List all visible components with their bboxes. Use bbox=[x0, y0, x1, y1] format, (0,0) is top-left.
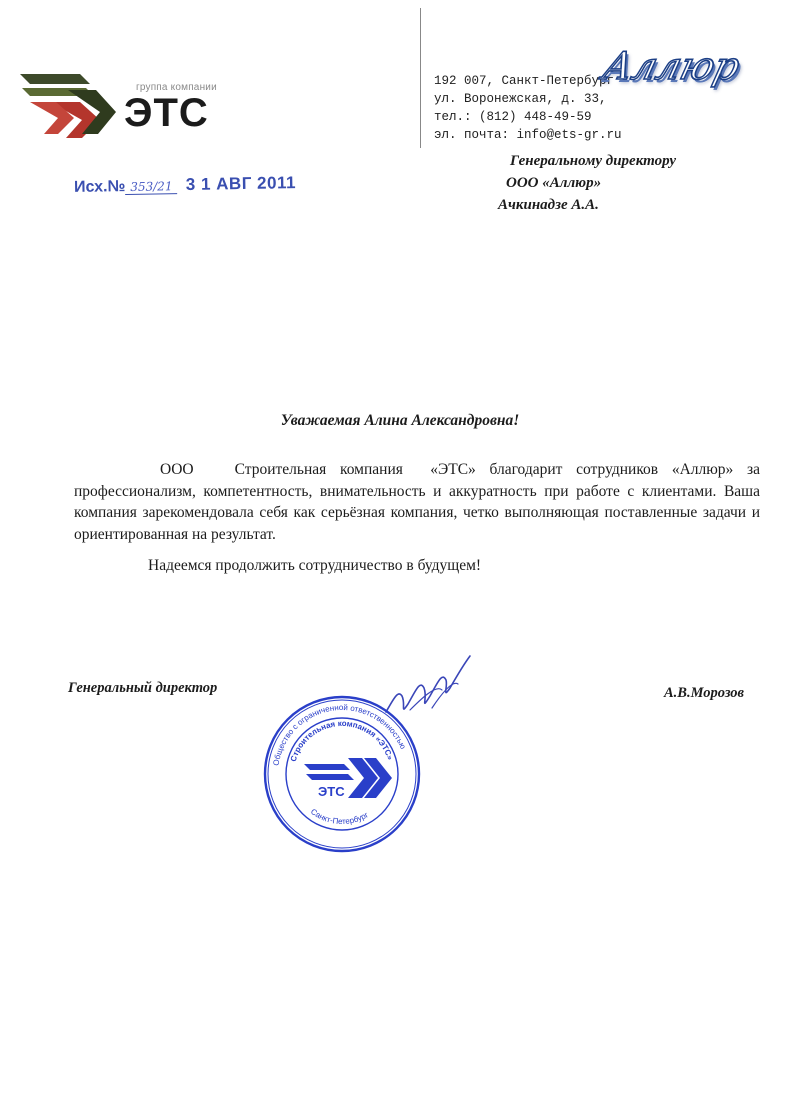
partner-logo bbox=[594, 40, 764, 108]
outgoing-number-stamp bbox=[74, 173, 296, 197]
address-divider bbox=[420, 8, 421, 148]
company-seal bbox=[262, 694, 422, 854]
letter-closing: Надеемся продолжить сотрудничество в будущем! bbox=[148, 557, 482, 574]
seal-inner-text: Строительная компания «ЭТС» bbox=[288, 718, 395, 763]
ets-arrows-icon bbox=[20, 68, 130, 138]
logo-company-name: ЭТС bbox=[124, 91, 209, 135]
company-logo bbox=[20, 68, 220, 138]
outgoing-date: 3 1 АВГ 2011 bbox=[185, 173, 297, 194]
signatory-title: Генеральный директор bbox=[68, 680, 218, 696]
salutation: Уважаемая Алина Александровна! bbox=[280, 412, 520, 429]
address-line: ул. Воронежская, д. 33, bbox=[434, 92, 607, 106]
partner-logo-text: Аллюр bbox=[598, 44, 745, 88]
outgoing-number: 353/21 bbox=[125, 179, 177, 195]
addressee-name: Ачкинадзе А.А. bbox=[498, 197, 599, 213]
seal-outer-text: Общество с ограниченной ответственностью bbox=[271, 702, 408, 767]
outgoing-prefix: Исх.№ bbox=[73, 178, 126, 196]
address-phone: тел.: (812) 448-49-59 bbox=[434, 110, 592, 124]
seal-city-text: Санкт-Петербург bbox=[308, 806, 370, 827]
letter-paragraph: ООО Строительная компания «ЭТС» благодарит сотрудников «Аллюр» за профессионализм, компетентность, внимательность и аккуратность при работе с клиентами. Ваша компания зарекомендовала себя как серьёзная компания, четко выполняющая поставленные задачи и ориентированная на результат. bbox=[74, 461, 764, 543]
signatory-name: А.В.Морозов bbox=[664, 685, 745, 701]
seal-logo-text: ЭТС bbox=[318, 784, 345, 799]
address-line: 192 007, Санкт-Петербург bbox=[434, 74, 615, 88]
addressee-company: ООО «Аллюр» bbox=[506, 175, 602, 191]
address-email: эл. почта: info@ets-gr.ru bbox=[434, 128, 622, 142]
addressee-position: Генеральному директору bbox=[510, 153, 677, 169]
addressee-block bbox=[498, 150, 676, 216]
logo-group-caption: группа компании bbox=[136, 82, 217, 93]
